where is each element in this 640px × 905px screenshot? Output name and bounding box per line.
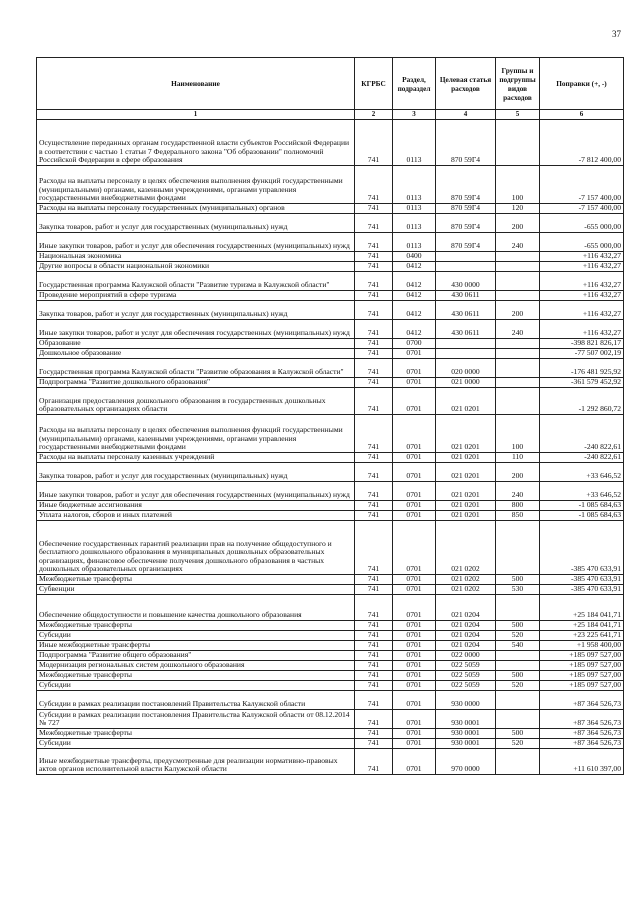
row-name: Иные закупки товаров, работ и услуг для обеспечения государственных (муниципальных) нужд bbox=[37, 481, 355, 500]
header-amount: Поправки (+, -) bbox=[540, 58, 624, 110]
header-kgrbs: КГРБС bbox=[355, 58, 393, 110]
row-name: Государственная программа Калужской области "Развитие туризма в Калужской области" bbox=[37, 271, 355, 290]
budget-table bbox=[36, 57, 624, 775]
row-amount: -77 507 002,19 bbox=[540, 348, 624, 358]
row-section: 0701 bbox=[393, 520, 436, 574]
row-section: 0701 bbox=[393, 594, 436, 620]
row-section: 0113 bbox=[393, 213, 436, 232]
table-row bbox=[37, 670, 624, 680]
row-group bbox=[496, 261, 540, 271]
table-row bbox=[37, 500, 624, 510]
row-kgrbs: 741 bbox=[355, 584, 393, 594]
row-name: Закупка товаров, работ и услуг для государственных (муниципальных) нужд bbox=[37, 213, 355, 232]
row-name: Уплата налогов, сборов и иных платежей bbox=[37, 510, 355, 520]
row-target: 430 0000 bbox=[436, 271, 496, 290]
table-row bbox=[37, 358, 624, 377]
row-kgrbs: 741 bbox=[355, 510, 393, 520]
row-name: Осуществление переданных органам государственной власти субъектов Российской Федерации в соответствии с частью 1 статьи 7 Федерального закона "Об образовании" полномочий Российской Федерации в сфере образования bbox=[37, 119, 355, 165]
row-kgrbs: 741 bbox=[355, 574, 393, 584]
row-amount: +116 432,27 bbox=[540, 271, 624, 290]
row-group: 850 bbox=[496, 510, 540, 520]
row-target: 021 0201 bbox=[436, 387, 496, 414]
table-row bbox=[37, 203, 624, 213]
row-section: 0701 bbox=[393, 630, 436, 640]
row-group bbox=[496, 358, 540, 377]
row-amount: +185 097 527,00 bbox=[540, 670, 624, 680]
row-amount: -240 822,61 bbox=[540, 414, 624, 452]
row-target: 021 0201 bbox=[436, 414, 496, 452]
row-amount: +11 610 397,00 bbox=[540, 748, 624, 774]
row-group bbox=[496, 119, 540, 165]
row-target: 870 59Г4 bbox=[436, 232, 496, 251]
row-kgrbs: 741 bbox=[355, 165, 393, 203]
table-row bbox=[37, 261, 624, 271]
row-group: 500 bbox=[496, 620, 540, 630]
row-section: 0113 bbox=[393, 203, 436, 213]
table-row bbox=[37, 213, 624, 232]
row-name: Расходы на выплаты персоналу в целях обеспечения выполнения функций государственными (муниципальными) органами, казенными учреждениями, органами управления государственными внебюджетными фондами bbox=[37, 165, 355, 203]
row-section: 0701 bbox=[393, 650, 436, 660]
row-section: 0701 bbox=[393, 680, 436, 690]
row-section: 0701 bbox=[393, 452, 436, 462]
row-target: 022 5059 bbox=[436, 660, 496, 670]
row-kgrbs: 741 bbox=[355, 709, 393, 728]
row-group bbox=[496, 377, 540, 387]
column-number: 4 bbox=[436, 110, 496, 120]
table-row bbox=[37, 377, 624, 387]
row-kgrbs: 741 bbox=[355, 520, 393, 574]
page-number: 37 bbox=[612, 29, 621, 39]
row-group: 120 bbox=[496, 203, 540, 213]
row-kgrbs: 741 bbox=[355, 640, 393, 650]
row-target: 021 0204 bbox=[436, 640, 496, 650]
row-amount: -655 000,00 bbox=[540, 232, 624, 251]
row-amount: -176 481 925,92 bbox=[540, 358, 624, 377]
row-group bbox=[496, 271, 540, 290]
row-section: 0701 bbox=[393, 481, 436, 500]
row-target: 430 0611 bbox=[436, 319, 496, 338]
row-kgrbs: 741 bbox=[355, 670, 393, 680]
row-kgrbs: 741 bbox=[355, 500, 393, 510]
row-amount: -1 085 684,63 bbox=[540, 510, 624, 520]
row-section: 0701 bbox=[393, 660, 436, 670]
row-kgrbs: 741 bbox=[355, 748, 393, 774]
row-name: Иные бюджетные ассигнования bbox=[37, 500, 355, 510]
row-section: 0113 bbox=[393, 165, 436, 203]
table-row bbox=[37, 640, 624, 650]
row-name: Иные закупки товаров, работ и услуг для обеспечения государственных (муниципальных) нужд bbox=[37, 232, 355, 251]
header-section: Раздел, подраздел bbox=[393, 58, 436, 110]
row-kgrbs: 741 bbox=[355, 290, 393, 300]
row-section: 0701 bbox=[393, 387, 436, 414]
row-group: 240 bbox=[496, 319, 540, 338]
row-amount: +185 097 527,00 bbox=[540, 680, 624, 690]
row-amount: +33 646,52 bbox=[540, 481, 624, 500]
row-kgrbs: 741 bbox=[355, 251, 393, 261]
row-target: 022 5059 bbox=[436, 680, 496, 690]
row-amount: +87 364 526,73 bbox=[540, 738, 624, 748]
row-name: Проведение мероприятий в сфере туризма bbox=[37, 290, 355, 300]
row-amount: -385 470 633,91 bbox=[540, 520, 624, 574]
row-section: 0412 bbox=[393, 290, 436, 300]
row-group bbox=[496, 709, 540, 728]
row-amount: -7 157 400,00 bbox=[540, 165, 624, 203]
row-kgrbs: 741 bbox=[355, 414, 393, 452]
row-target: 870 59Г4 bbox=[436, 203, 496, 213]
row-name: Межбюджетные трансферты bbox=[37, 670, 355, 680]
row-amount: -1 292 860,72 bbox=[540, 387, 624, 414]
row-target: 021 0000 bbox=[436, 377, 496, 387]
row-target: 020 0000 bbox=[436, 358, 496, 377]
row-target: 930 0000 bbox=[436, 690, 496, 709]
row-kgrbs: 741 bbox=[355, 348, 393, 358]
row-section: 0701 bbox=[393, 510, 436, 520]
row-section: 0113 bbox=[393, 119, 436, 165]
table-row bbox=[37, 165, 624, 203]
row-target bbox=[436, 338, 496, 348]
table-row bbox=[37, 271, 624, 290]
row-target: 970 0000 bbox=[436, 748, 496, 774]
row-group bbox=[496, 690, 540, 709]
row-amount: -385 470 633,91 bbox=[540, 574, 624, 584]
header-group: Группы и подгруппы видов расходов bbox=[496, 58, 540, 110]
row-group bbox=[496, 251, 540, 261]
table-row bbox=[37, 251, 624, 261]
table-row bbox=[37, 584, 624, 594]
table-row bbox=[37, 462, 624, 481]
row-kgrbs: 741 bbox=[355, 660, 393, 670]
row-section: 0701 bbox=[393, 500, 436, 510]
row-group: 200 bbox=[496, 213, 540, 232]
row-kgrbs: 741 bbox=[355, 300, 393, 319]
row-kgrbs: 741 bbox=[355, 620, 393, 630]
row-amount: +116 432,27 bbox=[540, 261, 624, 271]
row-group: 200 bbox=[496, 300, 540, 319]
row-amount: +25 184 041,71 bbox=[540, 620, 624, 630]
row-section: 0701 bbox=[393, 358, 436, 377]
row-name: Организация предоставления дошкольного образования в государственных дошкольных образовательных организациях области bbox=[37, 387, 355, 414]
row-group bbox=[496, 660, 540, 670]
row-kgrbs: 741 bbox=[355, 462, 393, 481]
row-name: Межбюджетные трансферты bbox=[37, 728, 355, 738]
row-kgrbs: 741 bbox=[355, 203, 393, 213]
row-group: 520 bbox=[496, 630, 540, 640]
row-kgrbs: 741 bbox=[355, 481, 393, 500]
row-section: 0701 bbox=[393, 584, 436, 594]
row-section: 0113 bbox=[393, 232, 436, 251]
row-name: Подпрограмма "Развитие дошкольного образования" bbox=[37, 377, 355, 387]
table-row bbox=[37, 650, 624, 660]
row-name: Национальная экономика bbox=[37, 251, 355, 261]
row-section: 0700 bbox=[393, 338, 436, 348]
row-name: Государственная программа Калужской области "Развитие образования в Калужской области" bbox=[37, 358, 355, 377]
row-amount: +116 432,27 bbox=[540, 319, 624, 338]
row-kgrbs: 741 bbox=[355, 728, 393, 738]
row-amount: +87 364 526,73 bbox=[540, 709, 624, 728]
row-section: 0701 bbox=[393, 748, 436, 774]
row-group: 240 bbox=[496, 232, 540, 251]
row-target: 021 0202 bbox=[436, 574, 496, 584]
row-name: Субсидии в рамках реализации постановлений Правительства Калужской области bbox=[37, 690, 355, 709]
row-group: 500 bbox=[496, 670, 540, 680]
table-row bbox=[37, 630, 624, 640]
header-name: Наименование bbox=[37, 58, 355, 110]
table-row bbox=[37, 520, 624, 574]
row-group bbox=[496, 338, 540, 348]
table-row bbox=[37, 510, 624, 520]
table-row bbox=[37, 387, 624, 414]
row-group: 520 bbox=[496, 738, 540, 748]
column-number: 3 bbox=[393, 110, 436, 120]
row-target: 430 0611 bbox=[436, 300, 496, 319]
row-target: 021 0201 bbox=[436, 500, 496, 510]
row-kgrbs: 741 bbox=[355, 213, 393, 232]
row-amount: +33 646,52 bbox=[540, 462, 624, 481]
row-target: 930 0001 bbox=[436, 709, 496, 728]
row-amount: +23 225 641,71 bbox=[540, 630, 624, 640]
row-group: 540 bbox=[496, 640, 540, 650]
row-group bbox=[496, 290, 540, 300]
row-amount: +116 432,27 bbox=[540, 300, 624, 319]
row-amount: +1 958 400,00 bbox=[540, 640, 624, 650]
table-row bbox=[37, 574, 624, 584]
row-section: 0701 bbox=[393, 620, 436, 630]
row-kgrbs: 741 bbox=[355, 690, 393, 709]
header-target: Целевая статья расходов bbox=[436, 58, 496, 110]
row-name: Межбюджетные трансферты bbox=[37, 574, 355, 584]
row-amount: +185 097 527,00 bbox=[540, 660, 624, 670]
row-target: 430 0611 bbox=[436, 290, 496, 300]
row-amount: +25 184 041,71 bbox=[540, 594, 624, 620]
table-row bbox=[37, 620, 624, 630]
row-kgrbs: 741 bbox=[355, 387, 393, 414]
row-section: 0701 bbox=[393, 348, 436, 358]
row-target bbox=[436, 251, 496, 261]
row-section: 0412 bbox=[393, 271, 436, 290]
row-name: Межбюджетные трансферты bbox=[37, 620, 355, 630]
table-row bbox=[37, 452, 624, 462]
header-row bbox=[37, 58, 624, 110]
table-row bbox=[37, 690, 624, 709]
row-group: 100 bbox=[496, 165, 540, 203]
row-kgrbs: 741 bbox=[355, 319, 393, 338]
row-section: 0701 bbox=[393, 709, 436, 728]
row-group: 800 bbox=[496, 500, 540, 510]
row-target: 021 0201 bbox=[436, 510, 496, 520]
row-target: 021 0202 bbox=[436, 584, 496, 594]
row-group: 100 bbox=[496, 414, 540, 452]
row-amount: -240 822,61 bbox=[540, 452, 624, 462]
row-name: Закупка товаров, работ и услуг для государственных (муниципальных) нужд bbox=[37, 462, 355, 481]
row-kgrbs: 741 bbox=[355, 738, 393, 748]
row-group bbox=[496, 748, 540, 774]
row-name: Субсидии bbox=[37, 738, 355, 748]
row-name: Обеспечение общедоступности и повышение качества дошкольного образования bbox=[37, 594, 355, 620]
row-group: 110 bbox=[496, 452, 540, 462]
column-number: 6 bbox=[540, 110, 624, 120]
row-section: 0701 bbox=[393, 574, 436, 584]
row-kgrbs: 741 bbox=[355, 261, 393, 271]
row-section: 0412 bbox=[393, 261, 436, 271]
row-target: 930 0001 bbox=[436, 738, 496, 748]
row-group bbox=[496, 594, 540, 620]
row-group bbox=[496, 348, 540, 358]
row-target: 021 0204 bbox=[436, 630, 496, 640]
row-target: 021 0201 bbox=[436, 481, 496, 500]
row-name: Дошкольное образование bbox=[37, 348, 355, 358]
row-section: 0412 bbox=[393, 300, 436, 319]
row-target: 870 59Г4 bbox=[436, 165, 496, 203]
row-target bbox=[436, 348, 496, 358]
row-section: 0701 bbox=[393, 462, 436, 481]
row-amount: +87 364 526,73 bbox=[540, 690, 624, 709]
row-target: 021 0201 bbox=[436, 462, 496, 481]
row-section: 0412 bbox=[393, 319, 436, 338]
row-amount: -398 821 826,17 bbox=[540, 338, 624, 348]
row-amount: -655 000,00 bbox=[540, 213, 624, 232]
row-group: 500 bbox=[496, 728, 540, 738]
row-kgrbs: 741 bbox=[355, 119, 393, 165]
row-name: Расходы на выплаты персоналу государственных (муниципальных) органов bbox=[37, 203, 355, 213]
column-number: 5 bbox=[496, 110, 540, 120]
row-kgrbs: 741 bbox=[355, 630, 393, 640]
row-section: 0400 bbox=[393, 251, 436, 261]
row-name: Модернизация региональных систем дошкольного образования bbox=[37, 660, 355, 670]
row-name: Субсидии в рамках реализации постановления Правительства Калужской области от 08.12.2014 № 727 bbox=[37, 709, 355, 728]
row-group: 240 bbox=[496, 481, 540, 500]
table-row bbox=[37, 300, 624, 319]
table-row bbox=[37, 660, 624, 670]
row-target: 021 0204 bbox=[436, 594, 496, 620]
row-amount: -1 085 684,63 bbox=[540, 500, 624, 510]
row-name: Образование bbox=[37, 338, 355, 348]
row-kgrbs: 741 bbox=[355, 232, 393, 251]
row-name: Иные межбюджетные трансферты, предусмотренные для реализации нормативно-правовых актов органов исполнительной власти Калужской области bbox=[37, 748, 355, 774]
row-name: Субсидии bbox=[37, 630, 355, 640]
table-body bbox=[37, 119, 624, 774]
row-kgrbs: 741 bbox=[355, 377, 393, 387]
row-name: Закупка товаров, работ и услуг для государственных (муниципальных) нужд bbox=[37, 300, 355, 319]
row-amount: +185 097 527,00 bbox=[540, 650, 624, 660]
row-group: 500 bbox=[496, 574, 540, 584]
table-row bbox=[37, 348, 624, 358]
row-kgrbs: 741 bbox=[355, 338, 393, 348]
row-group bbox=[496, 650, 540, 660]
row-target: 021 0201 bbox=[436, 452, 496, 462]
row-name: Подпрограмма "Развитие общего образования" bbox=[37, 650, 355, 660]
row-amount: +87 364 526,73 bbox=[540, 728, 624, 738]
row-group bbox=[496, 387, 540, 414]
row-name: Иные закупки товаров, работ и услуг для обеспечения государственных (муниципальных) нужд bbox=[37, 319, 355, 338]
row-name: Субвенции bbox=[37, 584, 355, 594]
table-row bbox=[37, 728, 624, 738]
table-row bbox=[37, 338, 624, 348]
row-amount: +116 432,27 bbox=[540, 290, 624, 300]
table-row bbox=[37, 119, 624, 165]
row-group: 520 bbox=[496, 680, 540, 690]
row-section: 0701 bbox=[393, 414, 436, 452]
row-amount: -7 157 400,00 bbox=[540, 203, 624, 213]
table-row bbox=[37, 290, 624, 300]
row-amount: +116 432,27 bbox=[540, 251, 624, 261]
column-number-row bbox=[37, 110, 624, 120]
row-name: Обеспечение государственных гарантий реализации прав на получение общедоступного и бесплатного дошкольного образования в муниципальных дошкольных образовательных организациях, финансовое обеспечение получения дошкольного образования в частных дошкольных образовательных организациях bbox=[37, 520, 355, 574]
row-name: Другие вопросы в области национальной экономики bbox=[37, 261, 355, 271]
row-kgrbs: 741 bbox=[355, 594, 393, 620]
row-target: 022 0000 bbox=[436, 650, 496, 660]
row-target: 930 0001 bbox=[436, 728, 496, 738]
row-name: Расходы на выплаты персоналу казенных учреждений bbox=[37, 452, 355, 462]
table-row bbox=[37, 481, 624, 500]
row-name: Расходы на выплаты персоналу в целях обеспечения выполнения функций государственными (муниципальными) органами, казенными учреждениями, органами управления государственными внебюджетными фондами bbox=[37, 414, 355, 452]
row-target: 870 59Г4 bbox=[436, 119, 496, 165]
table-row bbox=[37, 680, 624, 690]
row-target bbox=[436, 261, 496, 271]
row-kgrbs: 741 bbox=[355, 680, 393, 690]
row-kgrbs: 741 bbox=[355, 271, 393, 290]
row-group: 200 bbox=[496, 462, 540, 481]
table-row bbox=[37, 709, 624, 728]
table-row bbox=[37, 232, 624, 251]
row-kgrbs: 741 bbox=[355, 358, 393, 377]
row-target: 022 5059 bbox=[436, 670, 496, 680]
row-section: 0701 bbox=[393, 377, 436, 387]
row-target: 021 0204 bbox=[436, 620, 496, 630]
row-amount: -7 812 400,00 bbox=[540, 119, 624, 165]
row-name: Иные межбюджетные трансферты bbox=[37, 640, 355, 650]
row-section: 0701 bbox=[393, 690, 436, 709]
row-target: 021 0202 bbox=[436, 520, 496, 574]
table-row bbox=[37, 594, 624, 620]
table-row bbox=[37, 738, 624, 748]
row-name: Субсидии bbox=[37, 680, 355, 690]
row-group bbox=[496, 520, 540, 574]
row-kgrbs: 741 bbox=[355, 452, 393, 462]
table-row bbox=[37, 748, 624, 774]
row-group: 530 bbox=[496, 584, 540, 594]
row-amount: -385 470 633,91 bbox=[540, 584, 624, 594]
row-amount: -361 579 452,92 bbox=[540, 377, 624, 387]
table-row bbox=[37, 414, 624, 452]
column-number: 1 bbox=[37, 110, 355, 120]
row-kgrbs: 741 bbox=[355, 650, 393, 660]
column-number: 2 bbox=[355, 110, 393, 120]
row-section: 0701 bbox=[393, 670, 436, 680]
row-section: 0701 bbox=[393, 728, 436, 738]
table-row bbox=[37, 319, 624, 338]
row-section: 0701 bbox=[393, 640, 436, 650]
row-section: 0701 bbox=[393, 738, 436, 748]
row-target: 870 59Г4 bbox=[436, 213, 496, 232]
